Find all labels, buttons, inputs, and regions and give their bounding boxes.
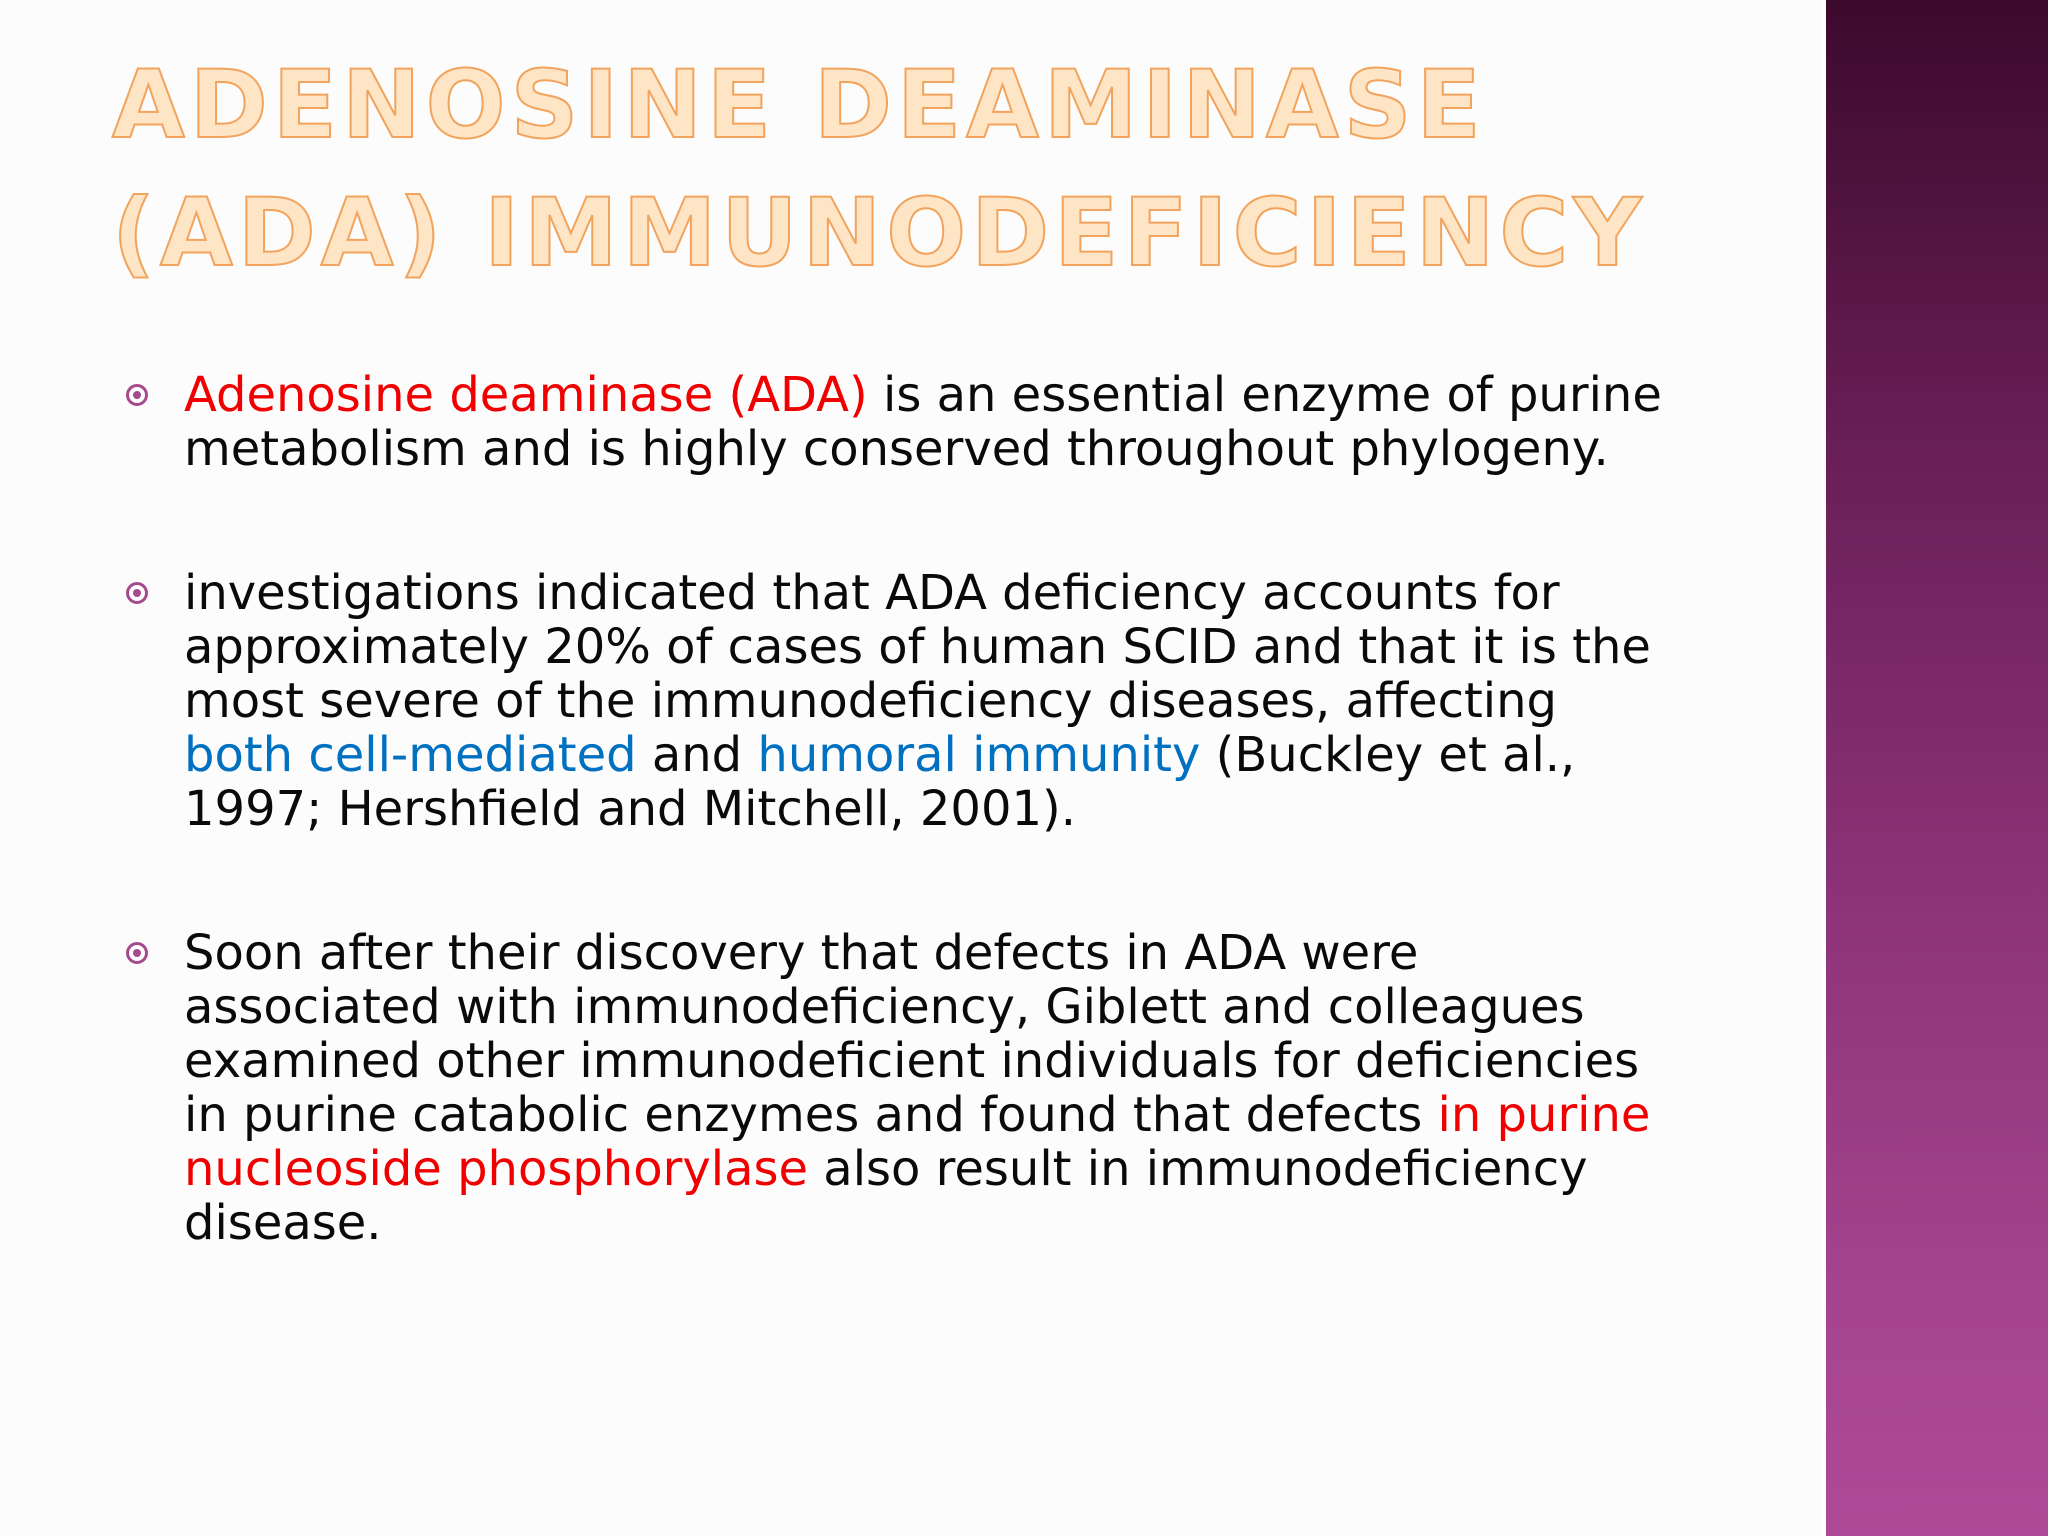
bullet-text: also result in immunodeficiency disease. bbox=[184, 1141, 1588, 1251]
bullet-text: and bbox=[636, 727, 758, 783]
bullet-text: (Buckley et al., 1997; Hershfield and Mitchell, 2001). bbox=[184, 727, 1576, 837]
bullet-list bbox=[120, 368, 1680, 1250]
bullet-item-giblett bbox=[120, 926, 1680, 1250]
bullet-item-scid-investigations bbox=[120, 566, 1680, 836]
bullet-circle-icon bbox=[126, 582, 148, 604]
highlight-pnp: in purine nucleoside phosphorylase bbox=[184, 1087, 1651, 1197]
bullet-text: is an essential enzyme of purine metabolism and is highly conserved throughout phylogeny. bbox=[184, 367, 1662, 477]
slide-title: ADENOSINE DEAMINASE (ADA) IMMUNODEFICIENCY bbox=[112, 51, 1647, 288]
highlight-ada: Adenosine deaminase (ADA) bbox=[184, 367, 868, 423]
bullet-text: Soon after their discovery that defects in ADA were associated with immunodeficiency, Giblett and colleagues examined other immunodeficient individuals for deficiencies in purine catabolic enzymes and found that defects bbox=[184, 925, 1640, 1143]
bullet-item-ada-enzyme bbox=[120, 368, 1680, 476]
highlight-humoral-immunity: humoral immunity bbox=[757, 727, 1201, 783]
bullet-circle-icon bbox=[126, 942, 148, 964]
decorative-side-bar bbox=[1826, 0, 2048, 1536]
highlight-cell-mediated: both cell-mediated bbox=[184, 727, 637, 783]
bullet-circle-icon bbox=[126, 384, 148, 406]
bullet-text: investigations indicated that ADA deficiency accounts for approximately 20% of cases of human SCID and that it is the most severe of the immunodeficiency diseases, affecting bbox=[184, 565, 1651, 729]
